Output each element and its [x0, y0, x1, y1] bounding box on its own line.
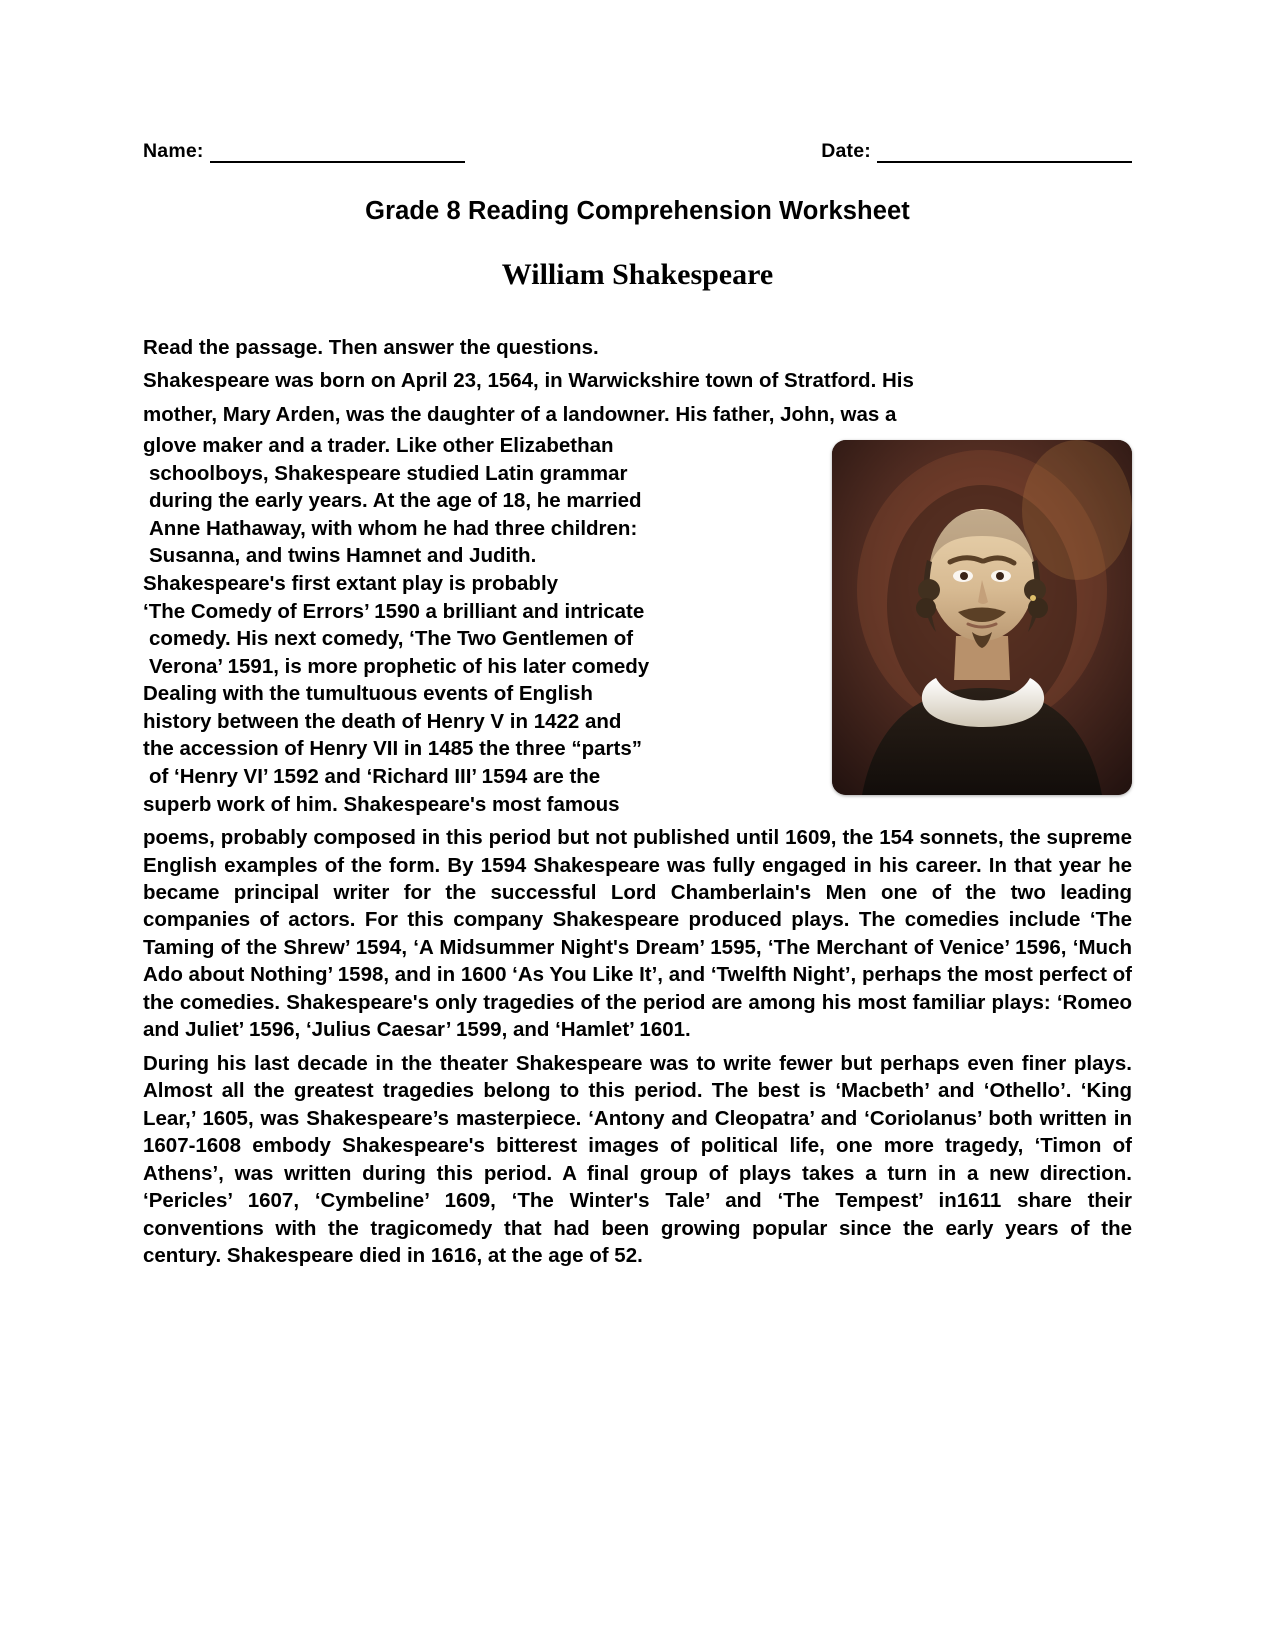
- date-write-line[interactable]: [877, 145, 1132, 163]
- passage-line: the accession of Henry VII in 1485 the three “parts”: [143, 737, 643, 761]
- instructions: Read the passage. Then answer the questions.: [143, 336, 599, 359]
- name-write-line[interactable]: [210, 145, 465, 163]
- passage-line: superb work of him. Shakespeare's most famous: [143, 792, 620, 816]
- date-label: Date:: [821, 140, 871, 162]
- passage-line: schoolboys, Shakespeare studied Latin grammar: [149, 461, 628, 485]
- passage-line: Verona’ 1591, is more prophetic of his later comedy: [149, 654, 650, 678]
- passage-line: Dealing with the tumultuous events of English: [143, 682, 593, 706]
- passage-title: William Shakespeare: [501, 258, 774, 291]
- passage-line: glove maker and a trader. Like other Elizabethan: [143, 434, 614, 458]
- date-field[interactable]: [821, 140, 1132, 163]
- passage-line: during the early years. At the age of 18, he married: [149, 489, 642, 513]
- passage-line: of ‘Henry VI’ 1592 and ‘Richard III’ 1594 are the: [149, 764, 601, 788]
- passage-with-portrait: [143, 432, 1132, 818]
- passage-paragraph-2: poems, probably composed in this period but not published until 1609, the 154 sonnets, the supreme English examples of the form. By 1594 Shakespeare was fully engaged in his career. In that year he became principal writer for the successful Lord Chamberlain's Men one of the two leading companies of actors. For this company Shakespeare produced plays. The comedies include ‘The Taming of the Shrew’ 1594, ‘A Midsummer Night's Dream’ 1595, ‘The Merchant of Venice’ 1596, ‘Much Ado about Nothing’ 1598, and in 1600 ‘As You Like It’, and ‘Twelfth Night’, perhaps the most perfect of the comedies. Shakespeare's only tragedies of the period are among his most familiar plays: ‘Romeo and Juliet’ 1596, ‘Julius Caesar’ 1599, and ‘Hamlet’ 1601.: [143, 826, 1132, 1042]
- passage-intro-line-2: mother, Mary Arden, was the daughter of a landowner. His father, John, was a: [143, 402, 897, 426]
- worksheet-title: Grade 8 Reading Comprehension Worksheet: [365, 197, 910, 225]
- header-fields: [143, 140, 1132, 163]
- passage-line: Shakespeare's first extant play is probably: [143, 572, 559, 595]
- passage-line: ‘The Comedy of Errors’ 1590 a brilliant and intricate: [143, 599, 645, 623]
- passage-intro-line-1: Shakespeare was born on April 23, 1564, in Warwickshire town of Stratford. His: [143, 369, 914, 393]
- passage-line: Anne Hathaway, with whom he had three children:: [149, 516, 638, 540]
- passage-line: comedy. His next comedy, ‘The Two Gentlemen of: [149, 627, 634, 651]
- name-label: Name:: [143, 140, 204, 162]
- name-field[interactable]: [143, 140, 465, 163]
- portrait-figure: [832, 440, 1132, 795]
- shakespeare-portrait-image: [832, 440, 1132, 795]
- passage-line: Susanna, and twins Hamnet and Judith.: [149, 544, 537, 568]
- passage-line: history between the death of Henry V in 1422 and: [143, 709, 622, 733]
- passage-paragraph-3: During his last decade in the theater Shakespeare was to write fewer but perhaps even finer plays. Almost all the greatest tragedies belong to this period. The best is ‘Macbeth’ and ‘Othello’. ‘King Lear,’ 1605, was Shakespeare’s masterpiece. ‘Antony and Cleopatra’ and ‘Coriolanus’ both written in 1607-1608 embody Shakespeare's bitterest images of political life, one more tragedy, ‘Timon of Athens’, was written during this period. A final group of plays takes a turn in a new direction. ‘Pericles’ 1607, ‘Cymbeline’ 1609, ‘The Winter's Tale’ and ‘The Tempest’ in1611 share their conventions with the tragicomedy that had been growing popular since the early years of the century. Shakespeare died in 1616, at the age of 52.: [143, 1051, 1132, 1268]
